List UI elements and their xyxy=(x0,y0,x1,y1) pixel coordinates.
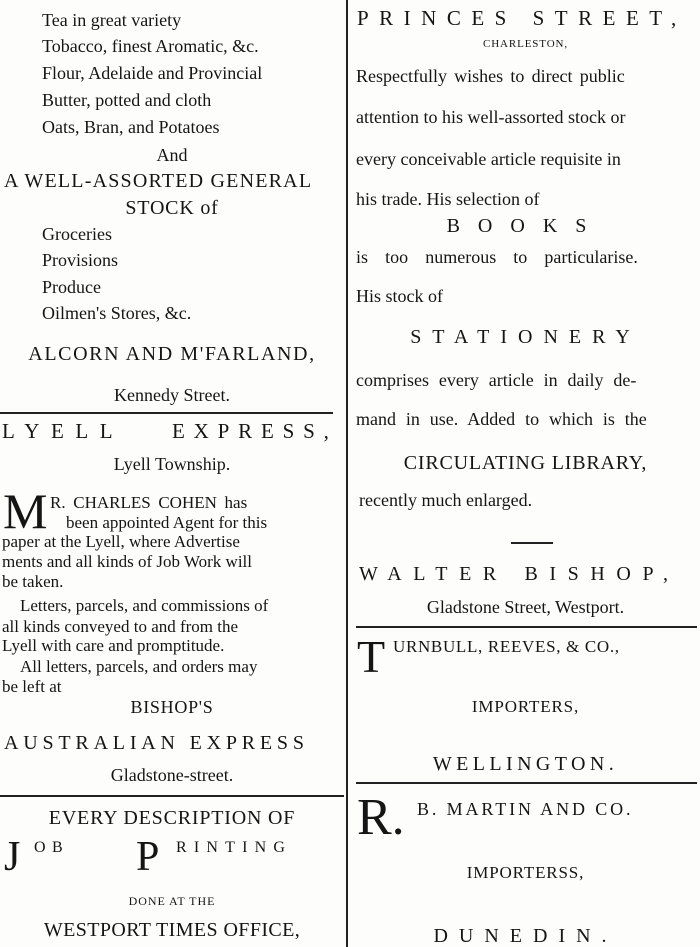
australian-express: AUSTRALIAN EXPRESS xyxy=(4,732,309,754)
body-line: attention to his well-assorted stock or xyxy=(356,107,626,127)
body-line: paper at the Lyell, where Advertise xyxy=(2,532,240,551)
list-item: Flour, Adelaide and Provincial xyxy=(42,63,263,83)
list-item: Provisions xyxy=(42,250,119,270)
left-column xyxy=(0,0,344,947)
lyell-title-1: LYELL xyxy=(2,419,125,443)
done-at: DONE AT THE xyxy=(128,894,216,908)
body-line: been appointed Agent for this xyxy=(66,513,268,532)
general-stock-heading-2: STOCK of xyxy=(125,197,219,219)
divider xyxy=(356,782,697,784)
printing-rest: RINTING xyxy=(176,839,293,856)
right-column xyxy=(351,0,700,947)
body-line: be taken. xyxy=(2,572,64,591)
body-line: recently much enlarged. xyxy=(359,490,533,510)
body-line: Lyell with care and promptitude. xyxy=(2,636,225,655)
body-line: mand in use. Added to which is the xyxy=(356,409,647,429)
wellington: WELLINGTON. xyxy=(432,753,619,775)
body-line: His stock of xyxy=(356,286,443,306)
short-divider xyxy=(511,542,553,544)
body-line: his trade. His selection of xyxy=(356,189,540,209)
list-item: Groceries xyxy=(42,224,112,244)
turnbull-cap: T xyxy=(357,631,386,682)
divider xyxy=(0,795,344,797)
lyell-title-2: EXPRESS, xyxy=(172,419,338,443)
lyell-township: Lyell Township. xyxy=(113,454,231,474)
books: BOOKS xyxy=(446,215,605,237)
princes-street: PRINCES STREET, xyxy=(357,6,687,30)
and-line: And xyxy=(156,145,188,165)
importerss: IMPORTERSS, xyxy=(466,863,585,882)
body-line: every conceivable article requisite in xyxy=(356,149,621,169)
gladstone-westport: Gladstone Street, Westport. xyxy=(426,597,625,617)
walter-bishop: WALTER BISHOP, xyxy=(359,563,680,585)
body-line: be left at xyxy=(2,677,62,696)
body-line: ments and all kinds of Job Work will xyxy=(2,552,252,571)
body-line: Respectfully wishes to direct public xyxy=(356,66,625,86)
job-cap: J xyxy=(4,834,21,880)
body-line: R. CHARLES COHEN has xyxy=(50,493,248,512)
body-line: Letters, parcels, and commissions of xyxy=(20,596,269,615)
martin-rest: B. MARTIN AND CO. xyxy=(417,799,634,819)
printing-heading: EVERY DESCRIPTION OF xyxy=(48,807,296,829)
gladstone-street: Gladstone-street. xyxy=(110,765,234,785)
body-line: all kinds conveyed to and from the xyxy=(2,617,239,636)
firm-name: ALCORN AND M'FARLAND, xyxy=(28,343,316,365)
office-name: WESTPORT TIMES OFFICE, xyxy=(43,919,301,941)
circulating-library: CIRCULATING LIBRARY, xyxy=(403,452,648,474)
charleston: CHARLESTON, xyxy=(483,38,568,50)
stationery: STATIONERY xyxy=(410,326,641,348)
divider xyxy=(356,626,697,628)
body-line: All letters, parcels, and orders may xyxy=(20,657,258,676)
dunedin: DUNEDIN. xyxy=(433,925,618,947)
list-item: Oilmen's Stores, &c. xyxy=(42,303,192,323)
body-line: is too numerous to particularise. xyxy=(356,247,638,267)
list-item: Butter, potted and cloth xyxy=(42,90,212,110)
divider xyxy=(0,412,333,414)
bishops: BISHOP'S xyxy=(130,697,214,717)
firm-address: Kennedy Street. xyxy=(114,385,230,405)
list-item: Oats, Bran, and Potatoes xyxy=(42,117,220,137)
general-stock-heading: A WELL-ASSORTED GENERAL xyxy=(4,170,313,192)
body-line: comprises every article in daily de- xyxy=(356,370,637,390)
list-item: Tobacco, finest Aromatic, &c. xyxy=(42,36,259,56)
printing-cap: P xyxy=(136,834,160,880)
column-rule xyxy=(346,0,348,947)
turnbull-rest: URNBULL, REEVES, & CO., xyxy=(393,637,620,656)
martin-cap: R. xyxy=(357,789,405,846)
list-item: Produce xyxy=(42,277,101,297)
job-rest: OB xyxy=(34,839,70,856)
importers: IMPORTERS, xyxy=(471,697,580,716)
list-item: Tea in great variety xyxy=(42,10,182,30)
dropcap-m: M xyxy=(3,483,48,539)
